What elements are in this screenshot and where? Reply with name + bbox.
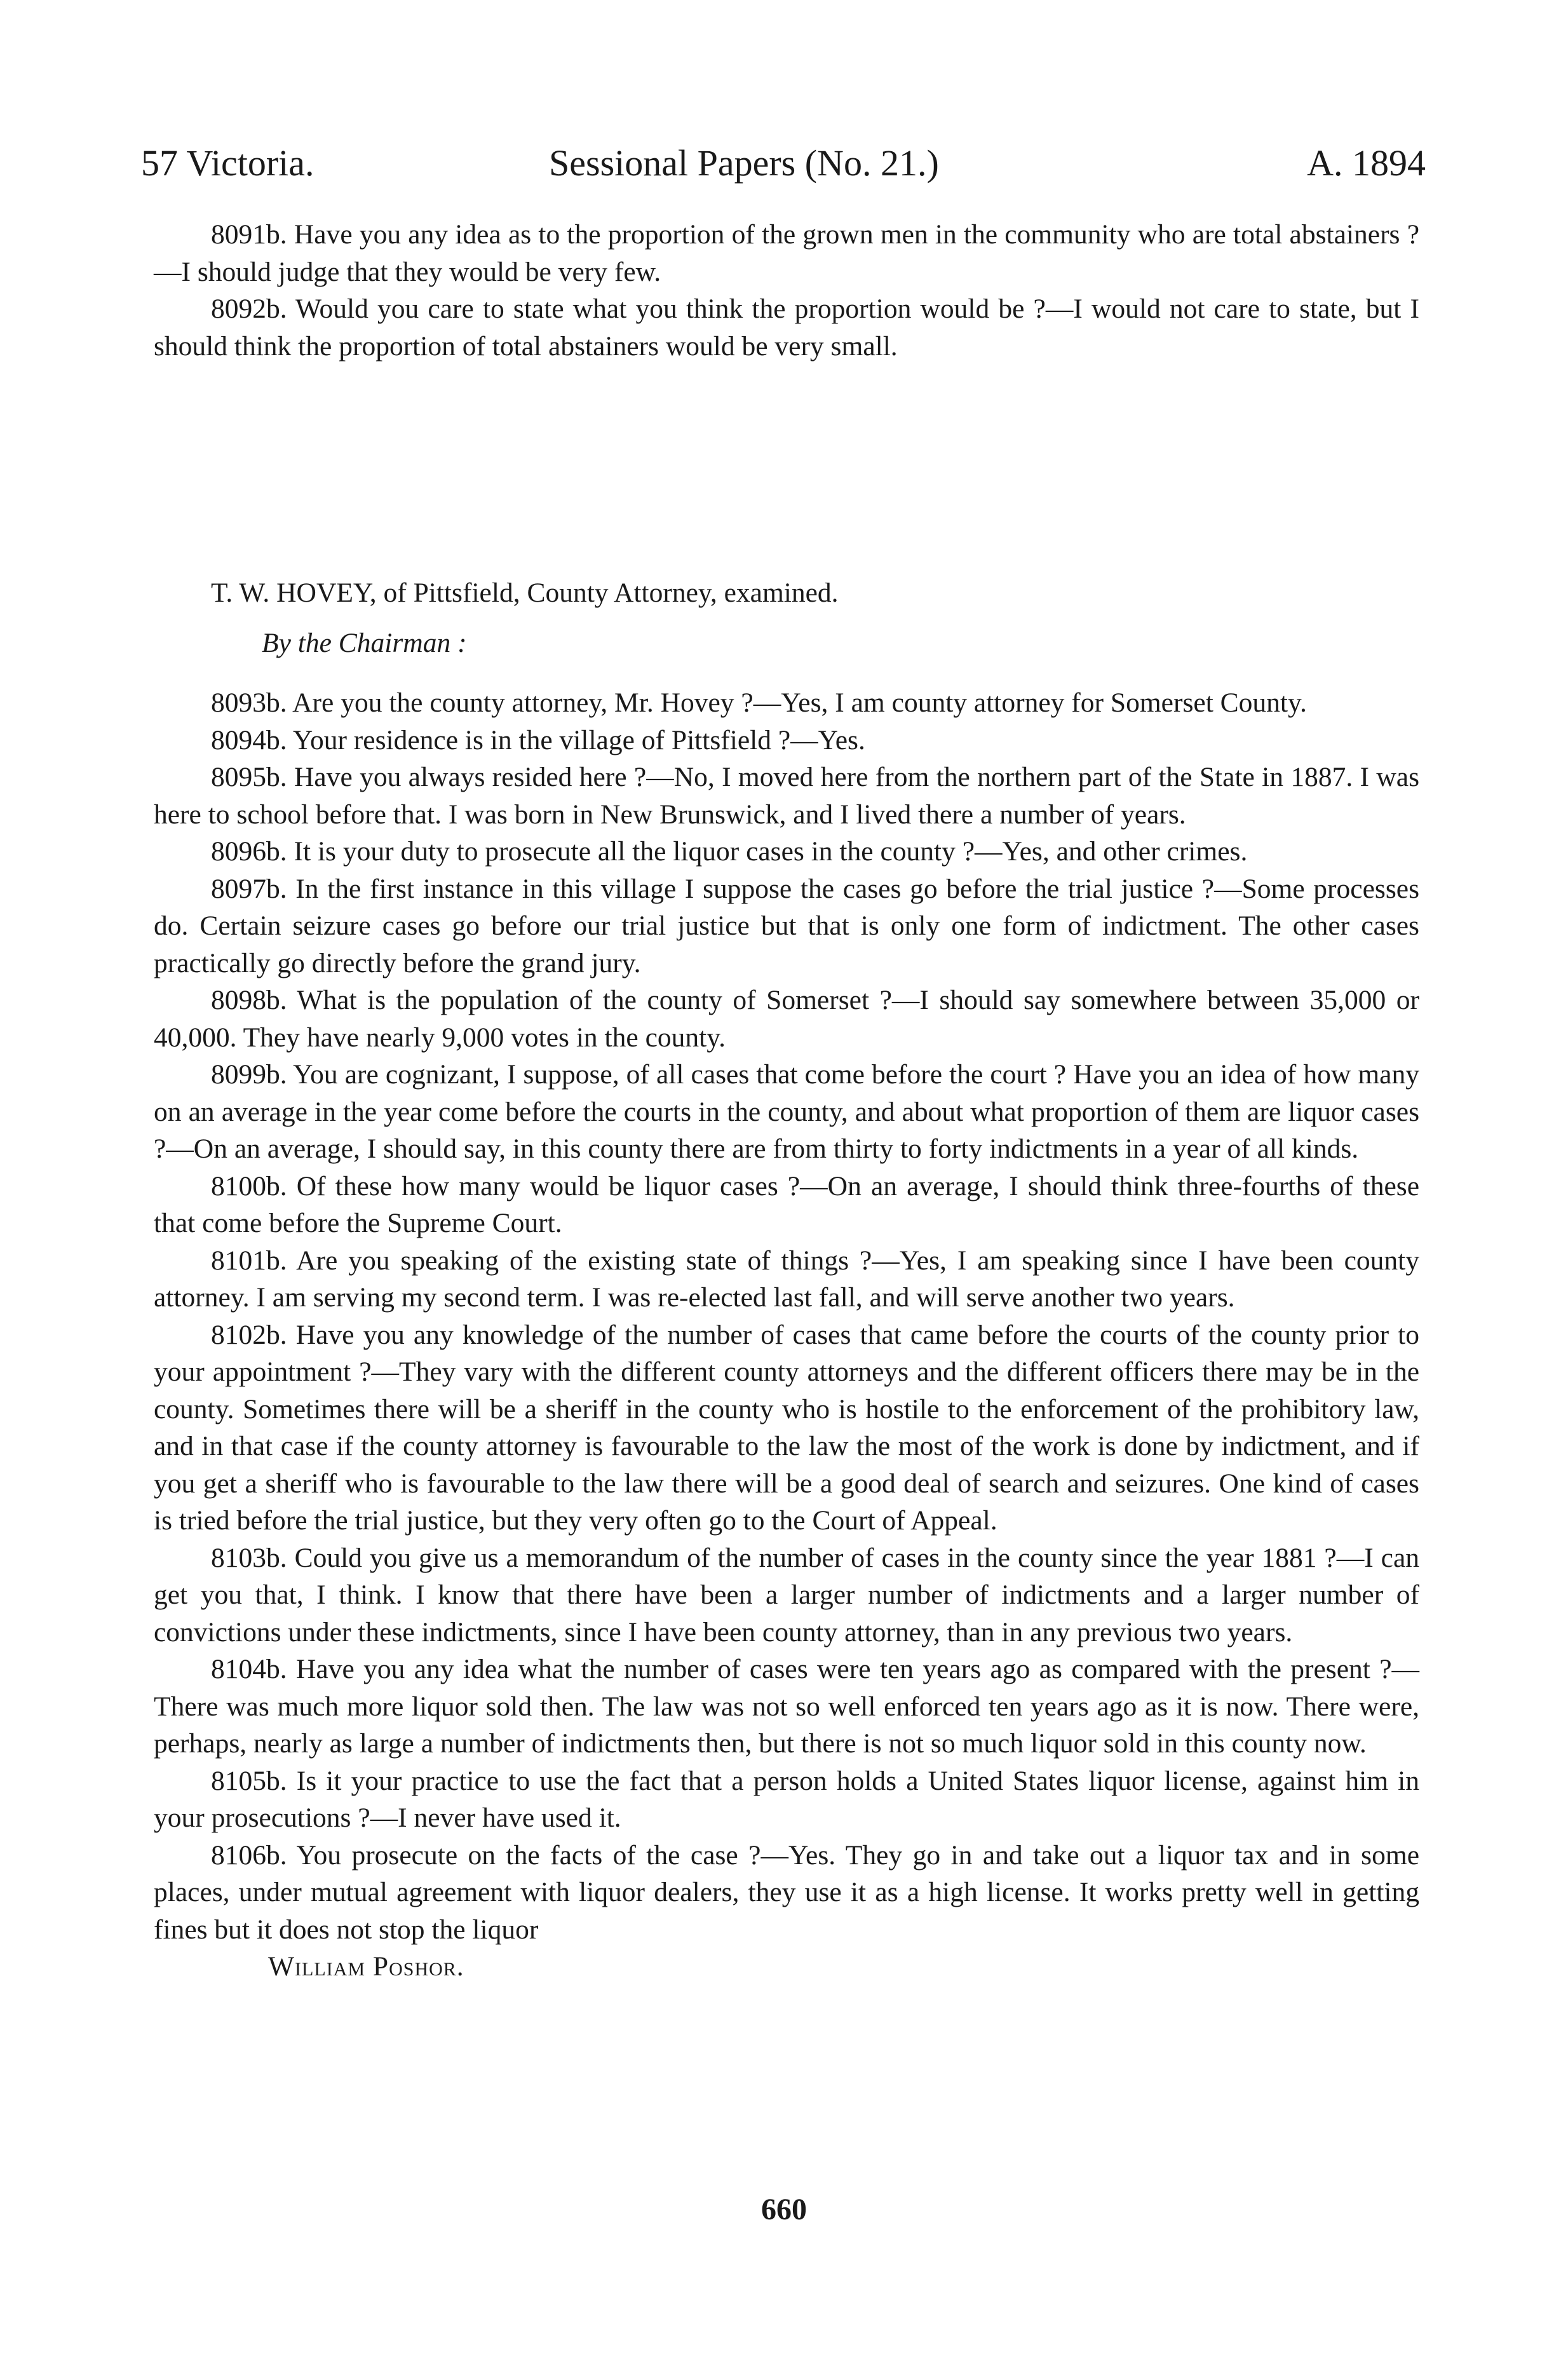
question-paragraph: 8098b. What is the population of the county of Somerset ?—I should say somewhere between 35,000 or 40,000. They have nearly 9,000 votes in the county. bbox=[154, 985, 1419, 1053]
printer-signature: William Poshor. bbox=[268, 1951, 464, 1982]
question-paragraph: 8096b. It is your duty to prosecute all the liquor cases in the county ?—Yes, and other crimes. bbox=[211, 836, 1248, 867]
page-body bbox=[154, 216, 1419, 1986]
question-paragraph: 8105b. Is it your practice to use the fact that a person holds a United States liquor license, against him in your prosecutions ?—I never have used it. bbox=[154, 1765, 1420, 1833]
question-paragraph: 8091b. Have you any idea as to the proportion of the grown men in the community who are total abstainers ?—I should judge that they would be very few. bbox=[154, 219, 1420, 287]
question-paragraph: 8097b. In the first instance in this village I suppose the cases go before the trial justice ?—Some processes do. Certain seizure cases go before our trial justice but that is only one form of indictment. The other cases practically go directly before the grand jury. bbox=[154, 873, 1420, 978]
question-paragraph: 8095b. Have you always resided here ?—No, I moved here from the northern part of the State in 1887. I was here to school before that. I was born in New Brunswick, and I lived there a number of years. bbox=[154, 762, 1420, 830]
examiner-heading: By the Chairman : bbox=[262, 627, 467, 658]
question-paragraph: 8100b. Of these how many would be liquor cases ?—On an average, I should think three-fourths of these that come before the Supreme Court. bbox=[154, 1170, 1419, 1238]
header-year: A. 1894 bbox=[1307, 142, 1426, 184]
question-paragraph: 8093b. Are you the county attorney, Mr. Hovey ?—Yes, I am county attorney for Somerset County. bbox=[211, 687, 1307, 718]
question-paragraph: 8092b. Would you care to state what you think the proportion would be ?—I would not care to state, but I should think the proportion of total abstainers would be very small. bbox=[154, 294, 1419, 362]
page-number: 660 bbox=[761, 2193, 807, 2226]
page-header bbox=[141, 141, 1426, 186]
question-paragraph: 8099b. You are cognizant, I suppose, of all cases that come before the court ? Have you an idea of how many on an average in the year come before the courts in the county, and about what proportion of them are liquor cases ?—On an average, I should say, in this county there are from thirty to forty indictments in a year of all kinds. bbox=[154, 1059, 1419, 1164]
question-paragraph: 8104b. Have you any idea what the number of cases were ten years ago as compared with the present ?—There was much more liquor sold then. The law was not so well enforced ten years ago as it is now. There were, perhaps, nearly as large a number of indictments then, but there is not so much liquor sold in this county now. bbox=[154, 1654, 1420, 1759]
question-paragraph: 8094b. Your residence is in the village of Pittsfield ?—Yes. bbox=[211, 724, 865, 755]
question-paragraph: 8102b. Have you any knowledge of the number of cases that came before the courts of the county prior to your appointment ?—They vary with the different county attorneys and the different officers there may be in the county. Sometimes there will be a sheriff in the county who is hostile to the enforcement of the prohibitory law, and in that case if the county attorney is favourable to the law the most of the work is done by indictment, and if you get a sheriff who is favourable to the law there will be a good deal of search and seizures. One kind of cases is tried before the trial justice, but they very often go to the Court of Appeal. bbox=[154, 1319, 1419, 1536]
section-gap bbox=[154, 365, 1419, 574]
header-regnal-year: 57 Victoria. bbox=[141, 142, 314, 184]
witness-heading: T. W. HOVEY, of Pittsfield, County Attorney, examined. bbox=[211, 578, 839, 608]
question-paragraph: 8106b. You prosecute on the facts of the case ?—Yes. They go in and take out a liquor tax and in some places, under mutual agreement with liquor dealers, they use it as a high license. It works pretty well in getting fines but it does not stop the liquor bbox=[154, 1839, 1419, 1945]
question-paragraph: 8103b. Could you give us a memorandum of the number of cases in the county since the year 1881 ?—I can get you that, I think. I know that there have been a larger number of indictments and a larger number of convictions under these indictments, since I have been county attorney, than in any previous two years. bbox=[154, 1542, 1420, 1648]
header-publication: Sessional Papers (No. 21.) bbox=[549, 142, 939, 184]
question-paragraph: 8101b. Are you speaking of the existing state of things ?—Yes, I am speaking since I have been county attorney. I am serving my second term. I was re-elected last fall, and will serve another two years. bbox=[154, 1245, 1420, 1313]
